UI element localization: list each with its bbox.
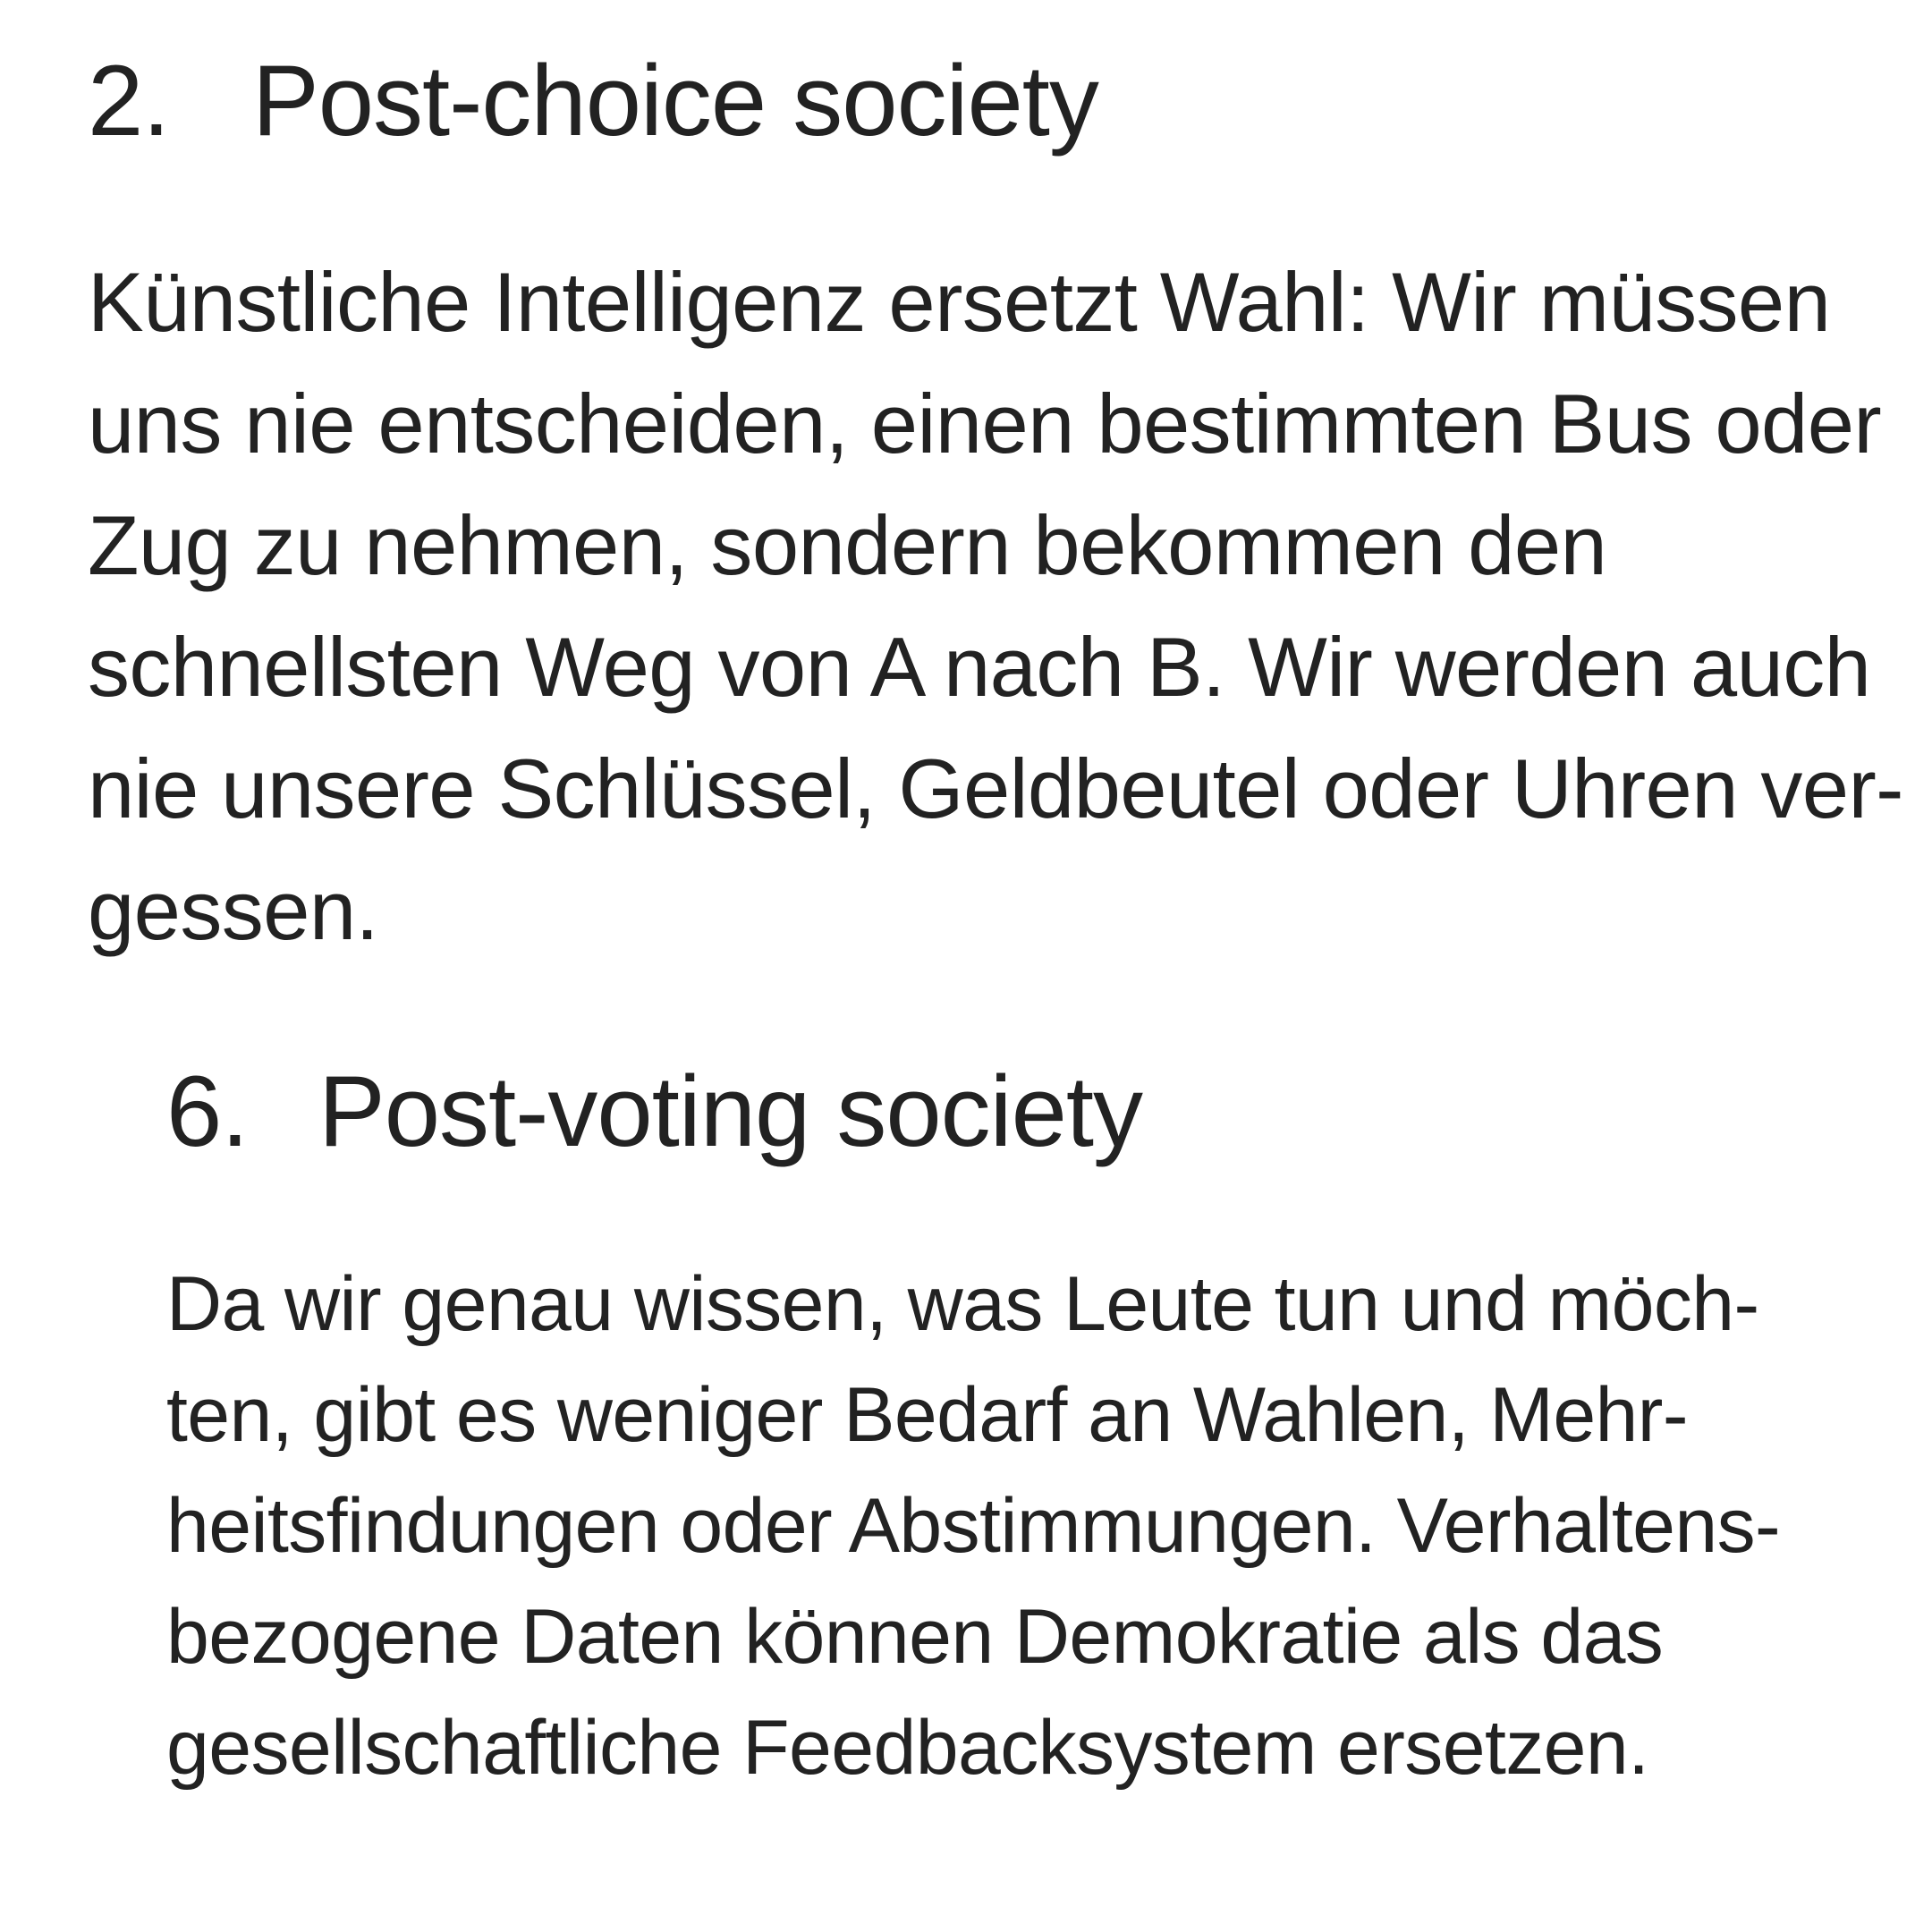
text-line: nie unsere Schlüssel, Geldbeutel oder Uhren ver- xyxy=(88,741,1903,835)
text-line: heitsfindungen oder Abstimmungen. Verhaltens- xyxy=(166,1483,1781,1569)
text-line: ten, gibt es weniger Bedarf an Wahlen, Mehr- xyxy=(166,1372,1688,1458)
text-line: Da wir genau wissen, was Leute tun und möch- xyxy=(166,1261,1759,1347)
text-line: Künstliche Intelligenz ersetzt Wahl: Wir müssen xyxy=(88,255,1831,349)
section-title: Post-choice society xyxy=(252,45,1098,157)
text-line: gessen. xyxy=(88,863,379,957)
section-heading xyxy=(166,1054,1884,1170)
section-body-text xyxy=(166,1249,1884,1803)
text-line: uns nie entscheiden, einen bestimmten Bus oder xyxy=(88,377,1882,470)
section-post-choice-society xyxy=(88,43,1903,971)
text-line: Zug zu nehmen, sondern bekommen den xyxy=(88,498,1607,592)
text-line: bezogene Daten können Demokratie als das xyxy=(166,1594,1664,1680)
section-heading xyxy=(88,43,1903,159)
section-body-text xyxy=(88,242,1903,971)
section-title: Post-voting society xyxy=(318,1055,1142,1167)
text-line: gesellschaftliche Feedbacksystem ersetzen. xyxy=(166,1705,1649,1791)
section-number: 6. xyxy=(166,1055,249,1167)
section-number: 2. xyxy=(88,45,170,157)
section-post-voting-society xyxy=(166,1054,1884,1803)
text-line: schnellsten Weg von A nach B. Wir werden auch xyxy=(88,620,1871,714)
